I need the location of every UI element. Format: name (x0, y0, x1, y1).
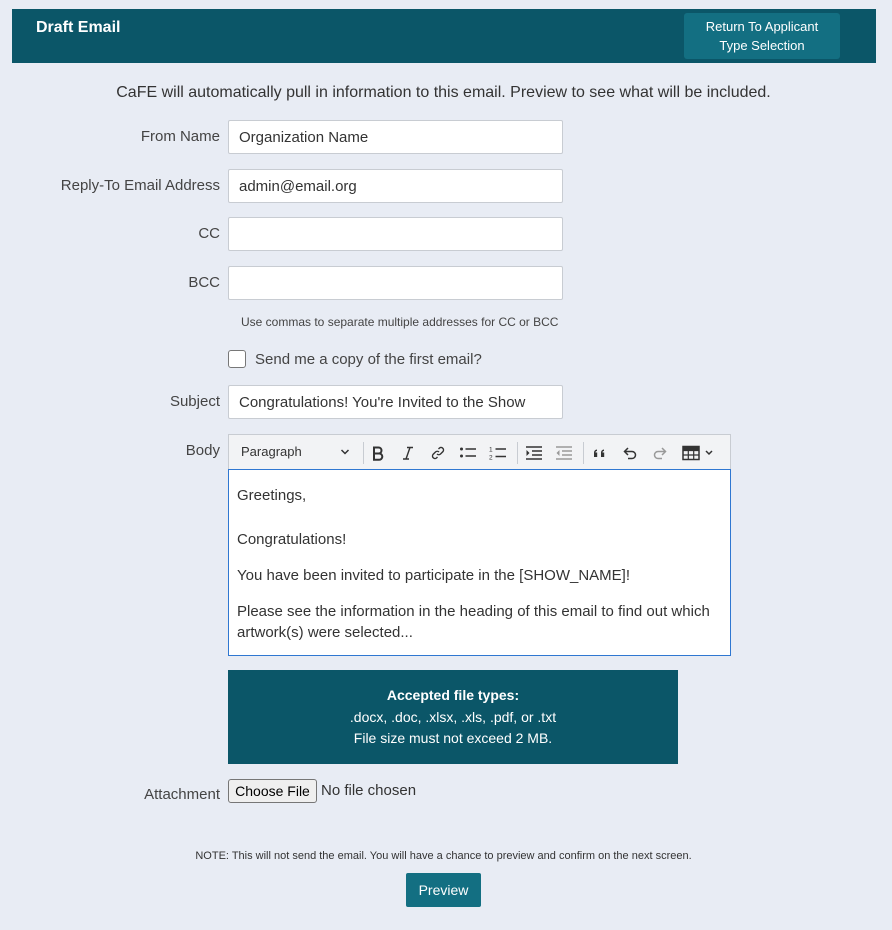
block-quote-icon[interactable] (587, 440, 613, 466)
accepted-file-types-title: Accepted file types: (386, 687, 520, 703)
file-size-limit: File size must not exceed 2 MB. (353, 730, 553, 746)
bcc-input[interactable] (228, 266, 563, 300)
bold-icon[interactable] (365, 440, 391, 466)
cc-label: CC (198, 225, 220, 242)
link-icon[interactable] (425, 440, 451, 466)
body-paragraph: Please see the information in the heading of this email to find out which artwork(s) were selected... (237, 603, 710, 641)
preview-button[interactable]: Preview (406, 873, 481, 907)
preview-note: NOTE: This will not send the email. You will have a chance to preview and confirm on the next screen. (195, 850, 692, 862)
redo-icon[interactable] (647, 440, 673, 466)
subject-label: Subject (169, 393, 220, 410)
return-to-applicant-type-button[interactable]: Return To Applicant Type Selection (684, 13, 840, 59)
file-status: No file chosen (321, 782, 417, 799)
intro-text: CaFE will automatically pull in information to this email. Preview to see what will be included. (116, 84, 771, 101)
cc-bcc-hint: Use commas to separate multiple addresses for CC or BCC (241, 315, 559, 329)
chevron-down-icon (340, 447, 350, 457)
body-blank-line (237, 506, 722, 529)
cc-input[interactable] (228, 217, 563, 251)
toolbar-divider (363, 442, 364, 464)
page-title: Draft Email (36, 19, 121, 36)
toolbar-divider (517, 442, 518, 464)
body-paragraph: Congratulations! (237, 531, 347, 548)
send-copy-checkbox[interactable] (228, 350, 246, 368)
bcc-label: BCC (188, 274, 220, 291)
page-header (12, 9, 876, 63)
reply-to-input[interactable] (228, 169, 563, 203)
send-copy-label[interactable]: Send me a copy of the first email? (255, 351, 482, 368)
paragraph-format-value: Paragraph (241, 444, 302, 459)
reply-to-label: Reply-To Email Address (60, 177, 220, 194)
numbered-list-icon[interactable] (485, 440, 511, 466)
table-icon[interactable] (679, 440, 719, 466)
toolbar-divider (583, 442, 584, 464)
body-paragraph: Greetings, (237, 487, 307, 504)
choose-file-button[interactable]: Choose File (228, 779, 317, 803)
rich-text-editor (228, 434, 731, 656)
email-body-editor[interactable] (228, 469, 731, 656)
accepted-file-types-panel (228, 670, 678, 764)
editor-toolbar (228, 434, 731, 469)
body-label: Body (185, 442, 220, 459)
italic-icon[interactable] (395, 440, 421, 466)
svg-text:2: 2 (489, 454, 493, 461)
attachment-label: Attachment (144, 786, 220, 803)
subject-input[interactable] (228, 385, 563, 419)
from-name-label: From Name (140, 128, 220, 145)
body-paragraph: You have been invited to participate in the [SHOW_NAME]! (237, 567, 630, 584)
outdent-icon[interactable] (551, 440, 577, 466)
paragraph-format-select[interactable] (233, 439, 358, 465)
svg-text:1: 1 (489, 446, 493, 454)
accepted-file-types-list: .docx, .doc, .xlsx, .xls, .pdf, or .txt (349, 708, 557, 725)
from-name-input[interactable] (228, 120, 563, 154)
undo-icon[interactable] (617, 440, 643, 466)
bulleted-list-icon[interactable] (455, 440, 481, 466)
indent-icon[interactable] (521, 440, 547, 466)
